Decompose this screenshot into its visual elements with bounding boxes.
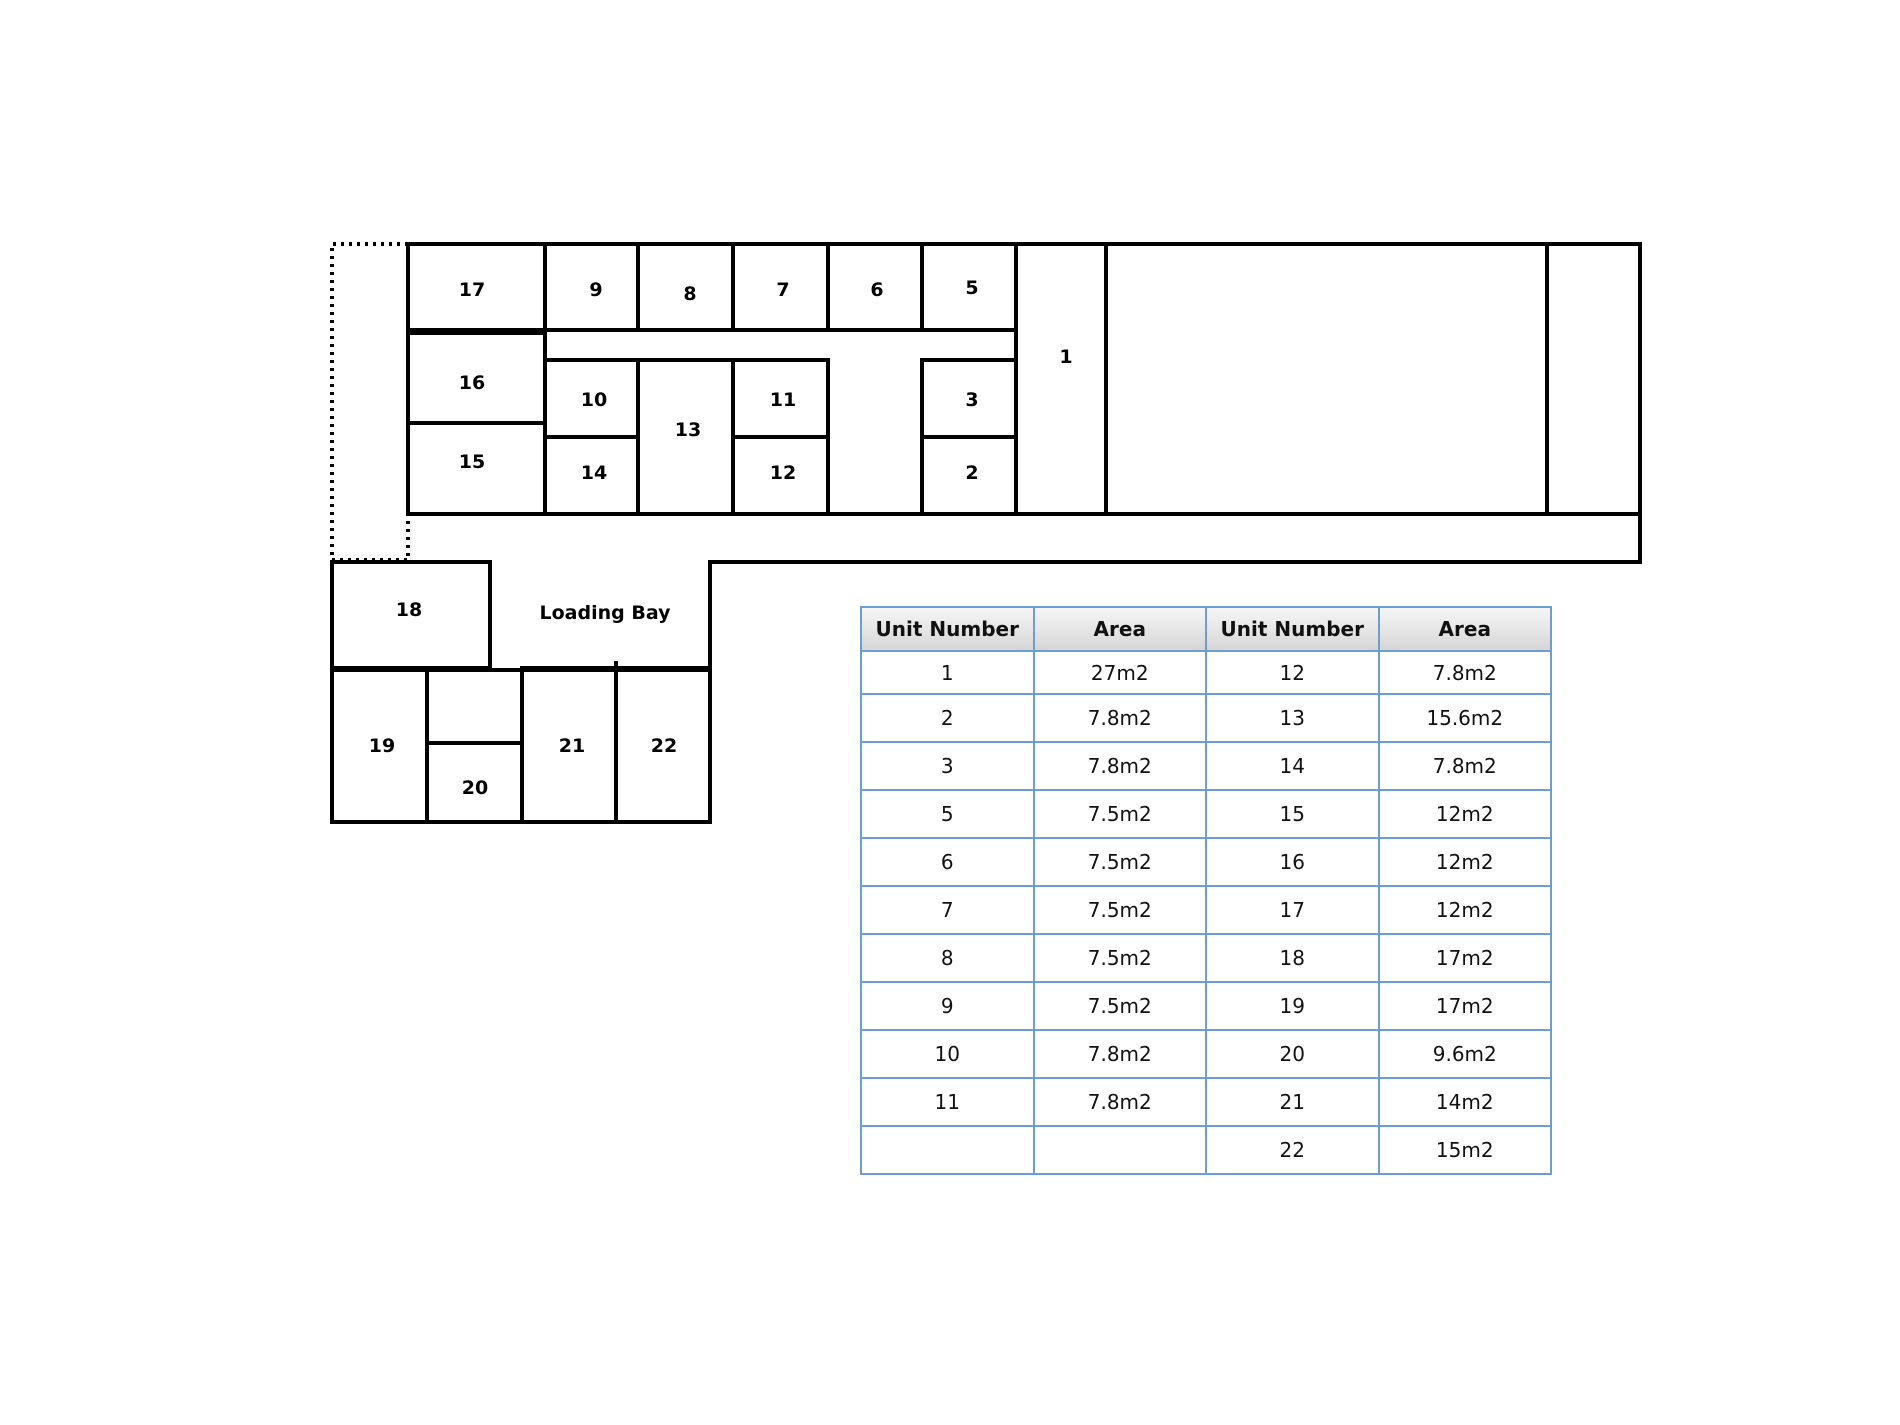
table-row bbox=[861, 934, 1551, 982]
area-cell: 12m2 bbox=[1379, 790, 1552, 838]
table-header-row bbox=[861, 607, 1551, 651]
unit-label-21: 21 bbox=[558, 735, 586, 757]
table-row bbox=[861, 651, 1551, 694]
unit-area-table bbox=[860, 606, 1552, 1175]
unit-number-cell: 20 bbox=[1206, 1030, 1379, 1078]
header-unit-number-1: Unit Number bbox=[861, 607, 1034, 651]
area-cell: 7.8m2 bbox=[1034, 694, 1207, 742]
unit-number-cell: 21 bbox=[1206, 1078, 1379, 1126]
unit-number-cell: 15 bbox=[1206, 790, 1379, 838]
unit-label-3: 3 bbox=[965, 389, 979, 411]
table-body bbox=[861, 651, 1551, 1174]
area-cell: 17m2 bbox=[1379, 982, 1552, 1030]
unit-number-cell: 6 bbox=[861, 838, 1034, 886]
unit-number-cell: 12 bbox=[1206, 651, 1379, 694]
unit-label-7: 7 bbox=[776, 279, 790, 301]
header-area-2: Area bbox=[1379, 607, 1552, 651]
table-row bbox=[861, 886, 1551, 934]
unit-label-20: 20 bbox=[461, 777, 489, 799]
area-cell: 7.5m2 bbox=[1034, 982, 1207, 1030]
unit-number-cell: 16 bbox=[1206, 838, 1379, 886]
unit-number-cell: 13 bbox=[1206, 694, 1379, 742]
table-row bbox=[861, 1030, 1551, 1078]
unit-label-18: 18 bbox=[395, 599, 423, 621]
unit-number-cell: 22 bbox=[1206, 1126, 1379, 1174]
area-cell: 7.5m2 bbox=[1034, 790, 1207, 838]
table-row bbox=[861, 790, 1551, 838]
unit-number-cell bbox=[861, 1126, 1034, 1174]
area-cell: 27m2 bbox=[1034, 651, 1207, 694]
unit-label-11: 11 bbox=[769, 389, 797, 411]
unit-number-cell: 7 bbox=[861, 886, 1034, 934]
unit-label-22: 22 bbox=[650, 735, 678, 757]
unit-label-16: 16 bbox=[458, 372, 486, 394]
unit-label-5: 5 bbox=[965, 277, 979, 299]
unit-number-cell: 10 bbox=[861, 1030, 1034, 1078]
unit-label-14: 14 bbox=[580, 462, 608, 484]
unit-number-cell: 5 bbox=[861, 790, 1034, 838]
area-cell: 7.8m2 bbox=[1379, 651, 1552, 694]
table-row bbox=[861, 982, 1551, 1030]
area-cell: 15m2 bbox=[1379, 1126, 1552, 1174]
unit-label-17: 17 bbox=[458, 279, 486, 301]
area-cell: 17m2 bbox=[1379, 934, 1552, 982]
header-area-1: Area bbox=[1034, 607, 1207, 651]
unit-number-cell: 3 bbox=[861, 742, 1034, 790]
unit-number-cell: 9 bbox=[861, 982, 1034, 1030]
area-cell: 12m2 bbox=[1379, 886, 1552, 934]
area-cell: 12m2 bbox=[1379, 838, 1552, 886]
unit-label-10: 10 bbox=[580, 389, 608, 411]
area-cell: 9.6m2 bbox=[1379, 1030, 1552, 1078]
unit-label-19: 19 bbox=[368, 735, 396, 757]
unit-number-cell: 11 bbox=[861, 1078, 1034, 1126]
loading-bay-label: Loading Bay bbox=[539, 602, 671, 624]
unit-label-9: 9 bbox=[589, 279, 603, 301]
area-cell: 7.8m2 bbox=[1379, 742, 1552, 790]
unit-label-15: 15 bbox=[458, 451, 486, 473]
unit-label-6: 6 bbox=[870, 279, 884, 301]
unit-number-cell: 18 bbox=[1206, 934, 1379, 982]
area-cell: 7.5m2 bbox=[1034, 934, 1207, 982]
area-cell: 7.8m2 bbox=[1034, 1030, 1207, 1078]
area-cell bbox=[1034, 1126, 1207, 1174]
area-cell: 7.8m2 bbox=[1034, 742, 1207, 790]
table-row bbox=[861, 694, 1551, 742]
header-unit-number-2: Unit Number bbox=[1206, 607, 1379, 651]
area-cell: 7.8m2 bbox=[1034, 1078, 1207, 1126]
unit-number-cell: 1 bbox=[861, 651, 1034, 694]
unit-label-12: 12 bbox=[769, 462, 797, 484]
table-row bbox=[861, 1078, 1551, 1126]
area-cell: 7.5m2 bbox=[1034, 838, 1207, 886]
unit-number-cell: 2 bbox=[861, 694, 1034, 742]
unit-label-8: 8 bbox=[683, 283, 697, 305]
unit-label-2: 2 bbox=[965, 462, 979, 484]
area-cell: 7.5m2 bbox=[1034, 886, 1207, 934]
unit-number-cell: 19 bbox=[1206, 982, 1379, 1030]
table-row bbox=[861, 1126, 1551, 1174]
table-row bbox=[861, 742, 1551, 790]
table-row bbox=[861, 838, 1551, 886]
unit-number-cell: 14 bbox=[1206, 742, 1379, 790]
unit-label-13: 13 bbox=[674, 419, 702, 441]
dotted-boundary bbox=[332, 244, 408, 560]
unit-number-cell: 8 bbox=[861, 934, 1034, 982]
unit-number-cell: 17 bbox=[1206, 886, 1379, 934]
unit-label-1: 1 bbox=[1059, 346, 1073, 368]
area-cell: 14m2 bbox=[1379, 1078, 1552, 1126]
area-cell: 15.6m2 bbox=[1379, 694, 1552, 742]
